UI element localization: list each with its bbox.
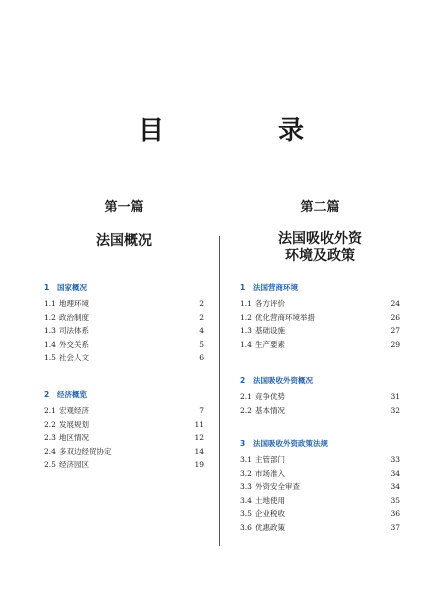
toc-entry[interactable] (240, 404, 400, 418)
entry-title: 基本情况 (255, 405, 285, 415)
entry-page: 37 (390, 522, 400, 532)
toc-entry[interactable] (44, 311, 204, 325)
entry-page: 27 (390, 326, 400, 336)
entry-page: 24 (390, 299, 400, 308)
entry-page: 33 (390, 455, 400, 464)
part-title-line: 环境及政策 (285, 248, 355, 264)
entry-number: 3.6 (240, 522, 252, 532)
part-title (44, 233, 204, 250)
entry-page: 31 (390, 392, 400, 401)
toc-entry[interactable] (240, 494, 400, 508)
toc-entry[interactable] (240, 338, 400, 352)
entry-number: 3.3 (240, 482, 252, 492)
section-title: 法国吸收外资政策法规 (253, 439, 328, 448)
entry-page: 36 (390, 509, 400, 519)
entry-number: 2.1 (44, 406, 56, 415)
entry-title: 外交关系 (59, 339, 89, 349)
entry-title: 生产要素 (255, 339, 285, 349)
entry-page: 26 (390, 312, 400, 322)
entry-title: 外资安全审查 (255, 482, 300, 492)
entry-number: 3.5 (240, 509, 252, 519)
entry-page: 32 (390, 405, 400, 415)
entry-page: 34 (390, 482, 400, 492)
entry-title: 土地使用 (255, 495, 285, 505)
entry-number: 1.1 (44, 299, 56, 308)
section-1 (44, 282, 204, 365)
section-heading[interactable] (44, 389, 204, 401)
toc-entry[interactable] (240, 480, 400, 494)
section-1 (240, 282, 400, 351)
toc-entry[interactable] (44, 404, 204, 418)
entry-number: 1.4 (240, 339, 252, 349)
entry-title: 企业税收 (255, 509, 285, 519)
entry-page: 14 (194, 446, 204, 456)
entry-number: 1.1 (240, 299, 252, 308)
column-divider (219, 236, 220, 546)
entry-page: 5 (199, 339, 204, 349)
entry-number: 3.4 (240, 495, 252, 505)
section-3 (240, 438, 400, 535)
entry-page: 35 (390, 495, 400, 505)
toc-entry[interactable] (240, 297, 400, 311)
entry-number: 2.1 (240, 392, 252, 401)
section-title: 法国吸收外资概况 (253, 376, 313, 385)
toc-entry[interactable] (240, 521, 400, 535)
entry-title: 地理环境 (59, 299, 89, 308)
part-one-column (44, 196, 204, 470)
section-title: 法国营商环境 (253, 283, 298, 292)
entry-title: 宏观经济 (59, 406, 89, 415)
section-title: 经济概览 (57, 390, 87, 399)
entry-title: 竞争优势 (255, 392, 285, 401)
part-label: 第二篇 (300, 200, 340, 215)
toc-entry[interactable] (44, 324, 204, 338)
part-two-column (240, 196, 400, 532)
section-number: 3 (240, 439, 246, 448)
part-title-line: 法国吸收外资 (278, 231, 362, 247)
entry-number: 3.2 (240, 468, 252, 478)
entry-page: 7 (199, 406, 204, 415)
section-number: 2 (240, 376, 246, 385)
toc-entry[interactable] (240, 453, 400, 467)
entry-number: 1.3 (44, 326, 56, 336)
section-heading[interactable] (240, 282, 400, 294)
entry-title: 发展规划 (59, 419, 89, 429)
entry-title: 市场准入 (255, 468, 285, 478)
entry-number: 2.2 (44, 419, 56, 429)
entry-number: 2.2 (240, 405, 252, 415)
entry-title: 各方评价 (255, 299, 285, 308)
entry-title: 多双边经贸协定 (59, 446, 112, 456)
entry-number: 1.2 (44, 312, 56, 322)
entry-page: 11 (194, 419, 204, 429)
entry-page: 34 (390, 468, 400, 478)
section-title: 国家概况 (57, 283, 87, 292)
entry-number: 2.4 (44, 446, 56, 456)
toc-entry[interactable] (44, 338, 204, 352)
toc-entry[interactable] (44, 351, 204, 365)
toc-entry[interactable] (240, 390, 400, 404)
entry-number: 1.5 (44, 353, 56, 363)
entry-page: 6 (199, 353, 204, 363)
entry-number: 3.1 (240, 455, 252, 464)
section-number: 2 (44, 390, 50, 399)
toc-entry[interactable] (240, 467, 400, 481)
entry-page: 12 (194, 433, 204, 443)
entry-page: 29 (390, 339, 400, 349)
entry-title: 政治制度 (59, 312, 89, 322)
entry-page: 2 (199, 299, 204, 308)
section-heading[interactable] (240, 438, 400, 450)
entry-title: 优化营商环境举措 (255, 312, 315, 322)
part-title-line: 法国概况 (96, 233, 152, 249)
entry-page: 2 (199, 312, 204, 322)
entry-title: 地区情况 (59, 433, 89, 443)
part-label: 第一篇 (104, 200, 144, 215)
section-number: 1 (44, 283, 50, 292)
section-heading[interactable] (240, 375, 400, 387)
toc-entry[interactable] (44, 297, 204, 311)
toc-entry[interactable] (240, 311, 400, 325)
entry-title: 基础设施 (255, 326, 285, 336)
page-title: 目 录 (137, 116, 348, 146)
entry-page: 19 (194, 460, 204, 470)
section-2 (240, 375, 400, 417)
entry-number: 1.2 (240, 312, 252, 322)
toc-entry[interactable] (240, 324, 400, 338)
entry-title: 优惠政策 (255, 522, 285, 532)
part-title (240, 231, 400, 265)
entry-title: 经济园区 (59, 460, 89, 470)
toc-entry[interactable] (44, 431, 204, 445)
section-2 (44, 389, 204, 472)
entry-number: 1.4 (44, 339, 56, 349)
entry-title: 司法体系 (59, 326, 89, 336)
entry-title: 主管部门 (255, 455, 285, 464)
entry-number: 2.5 (44, 460, 56, 470)
toc-entry[interactable] (44, 445, 204, 459)
toc-entry[interactable] (44, 458, 204, 472)
entry-number: 2.3 (44, 433, 56, 443)
section-heading[interactable] (44, 282, 204, 294)
toc-entry[interactable] (44, 418, 204, 432)
toc-entry[interactable] (240, 507, 400, 521)
entry-page: 4 (199, 326, 204, 336)
section-number: 1 (240, 283, 246, 292)
entry-number: 1.3 (240, 326, 252, 336)
entry-title: 社会人文 (59, 353, 89, 363)
